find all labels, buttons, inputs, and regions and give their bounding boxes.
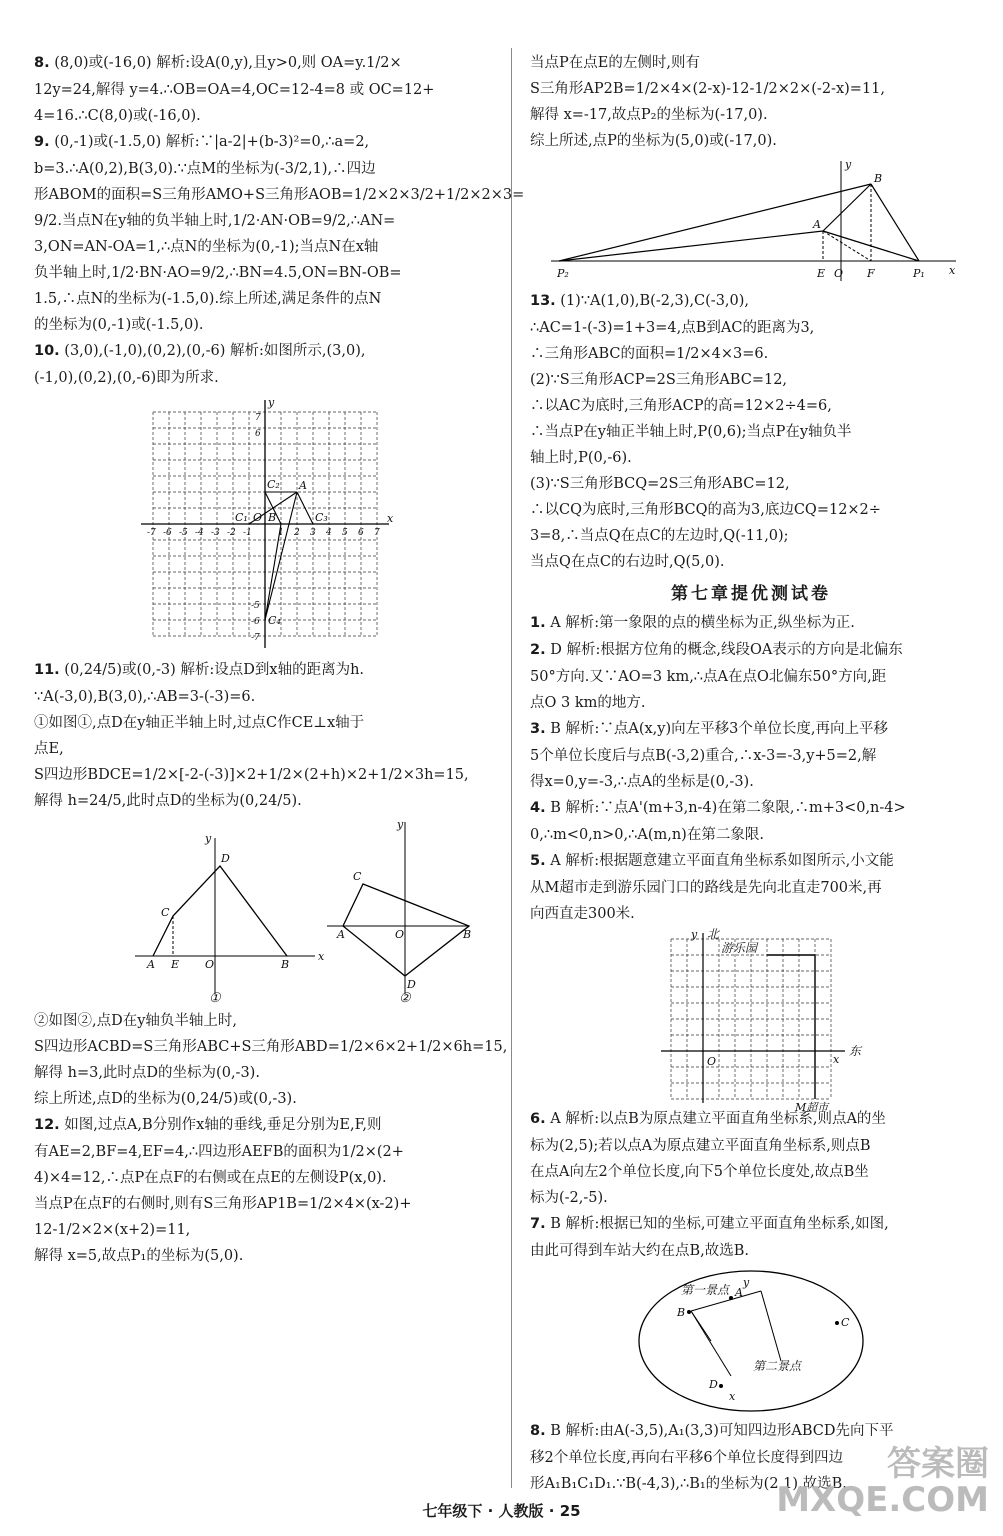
text-line — [34, 286, 496, 312]
question-text: 的坐标为(0,-1)或(-1.5,0). — [34, 317, 204, 333]
text-line — [34, 736, 496, 762]
question-text: 如图,过点A,B分别作x轴的垂线,垂足分别为E,F,则 — [64, 1117, 382, 1133]
point-label-O: O — [253, 511, 263, 524]
figure-q12 — [541, 156, 961, 286]
tick-label: 6 — [358, 528, 364, 538]
figure-q10-grid — [134, 393, 396, 655]
question-text: 得x=0,y=-3,∴点A的坐标是(0,-3). — [530, 774, 754, 790]
question-text: ∴以CQ为底时,三角形BCQ的高为3,底边CQ=12×2÷ — [530, 502, 881, 518]
polygon-outline — [343, 884, 472, 976]
question-number: 4. — [530, 800, 546, 816]
right-block-2 — [530, 288, 972, 575]
text-line — [530, 471, 972, 497]
tick-label: 6 — [255, 429, 261, 439]
text-line — [530, 523, 972, 549]
question-text: D 解析:根据方位角的概念,线段OA表示的方向是北偏东 — [550, 642, 903, 658]
question-text: 解得 x=-17,故点P₂的坐标为(-17,0). — [530, 107, 768, 123]
point-label-C3: C₃ — [315, 511, 328, 524]
tick-label: 5 — [342, 528, 348, 538]
right-column — [530, 50, 972, 1497]
text-line — [34, 234, 496, 260]
segment-AF — [823, 231, 871, 261]
question-text: (2)∵S三角形ACP=2S三角形ABC=12, — [530, 372, 788, 388]
oval-boundary — [639, 1271, 863, 1411]
axis-label-y: y — [268, 396, 275, 409]
label-A: A — [735, 1286, 743, 1299]
text-line — [34, 1243, 496, 1269]
question-number: 13. — [530, 293, 556, 309]
text-line — [34, 77, 496, 103]
question-text: 向西直走300米. — [530, 906, 635, 922]
label-B: B — [281, 958, 290, 971]
question-text: 3,ON=AN-OA=1,∴点N的坐标为(0,-1);当点N在x轴 — [34, 239, 379, 255]
question-item — [530, 848, 972, 874]
question-item — [34, 50, 496, 76]
label-x: x — [949, 264, 956, 277]
question-text: A 解析:根据题意建立平面直角坐标系如图所示,小文能 — [550, 853, 894, 869]
question-text: (0,24/5)或(0,-3) 解析:设点D到x轴的距离为h. — [64, 662, 365, 678]
label-C: C — [161, 906, 170, 919]
text-line — [530, 769, 972, 795]
text-line — [34, 788, 496, 814]
tick-label: -6 — [251, 617, 260, 627]
question-text: 解得 h=3,此时点D的坐标为(0,-3). — [34, 1065, 260, 1081]
question-text: B 解析:∵点A'(m+3,n-4)在第二象限,∴m+3<0,n-4> — [550, 800, 906, 816]
question-number: 8. — [34, 55, 50, 71]
text-line — [530, 128, 972, 154]
question-text: S四边形BDCE=1/2×[-2-(-3)]×2+1/2×(2+h)×2+1/2×3h=15, — [34, 767, 469, 783]
label-B: B — [874, 172, 883, 185]
question-text: 解得 h=24/5,此时点D的坐标为(0,24/5). — [34, 793, 302, 809]
question-item — [34, 129, 496, 155]
segment — [559, 184, 871, 261]
label-market: M超市 — [795, 1101, 829, 1114]
question-text: ∴AC=1-(-3)=1+3=4,点B到AC的距离为3, — [530, 320, 815, 336]
label-E: E — [171, 958, 180, 971]
question-text: 在点A向左2个单位长度,向下5个单位长度处,故点B坐 — [530, 1164, 869, 1180]
question-text: 综上所述,点P的坐标为(5,0)或(-17,0). — [530, 133, 777, 149]
label-P1: P₁ — [913, 267, 925, 280]
question-item — [34, 1112, 496, 1138]
question-number: 12. — [34, 1117, 60, 1133]
label-D: D — [407, 978, 416, 991]
page-footer: 七年级下 · 人教版 · 25 — [422, 1502, 581, 1520]
question-text: ∴当点P在y轴正半轴上时,P(0,6);当点P在y轴负半 — [530, 424, 852, 440]
question-text: B 解析:∵点A(x,y)向左平移3个单位长度,再向上平移 — [550, 721, 888, 737]
text-line — [530, 875, 972, 901]
tick-label: 7 — [374, 528, 380, 538]
section-title: 第七章提优测试卷 — [671, 584, 831, 604]
text-line — [530, 743, 972, 769]
label-y: y — [743, 1276, 750, 1289]
label-x: x — [729, 1390, 736, 1403]
text-line — [34, 762, 496, 788]
question-item — [530, 1418, 972, 1444]
text-line — [34, 156, 496, 182]
text-line — [530, 1133, 972, 1159]
label-x: x — [833, 1053, 840, 1066]
label-y: y — [397, 818, 404, 831]
label-E: E — [817, 267, 826, 280]
question-text: S四边形ACBD=S三角形ABC+S三角形ABD=1/2×6×2+1/2×6h=15, — [34, 1039, 508, 1055]
label-east: 东 — [849, 1044, 862, 1058]
tick-label: -3 — [211, 528, 220, 538]
label-F: F — [867, 267, 875, 280]
question-text: 有AE=2,BF=4,EF=4,∴四边形AEFB的面积为1/2×(2+ — [34, 1144, 404, 1160]
label-O: O — [834, 267, 844, 280]
tick-label: -5 — [251, 601, 260, 611]
text-line — [530, 50, 972, 76]
text-line — [34, 103, 496, 129]
question-text: 移2个单位长度,再向右平移6个单位长度得到四边 — [530, 1450, 844, 1466]
question-number: 3. — [530, 721, 546, 737]
point-C — [835, 1321, 839, 1325]
segment — [559, 231, 823, 261]
question-text: (3)∵S三角形BCQ=2S三角形ABC=12, — [530, 476, 790, 492]
question-item — [530, 1106, 972, 1132]
question-text: 标为(-2,-5). — [530, 1190, 608, 1206]
question-text: 点O 3 km的地方. — [530, 695, 646, 711]
tick-label: 2 — [294, 528, 300, 538]
point-label-C2: C₂ — [267, 478, 280, 491]
label-y: y — [691, 928, 698, 941]
point-label-B: B — [268, 511, 277, 524]
question-text: 点E, — [34, 741, 64, 757]
label-x: x — [318, 950, 325, 963]
question-text: B 解析:由A(-3,5),A₁(3,3)可知四边形ABCD先向下平 — [550, 1423, 894, 1439]
text-line — [530, 102, 972, 128]
text-line — [34, 1086, 496, 1112]
label-A: A — [813, 218, 821, 231]
path-line — [691, 1311, 711, 1341]
label-park: 游乐园 — [721, 941, 758, 955]
right-block-1 — [530, 50, 972, 154]
point-label-C1: C₁ — [235, 511, 248, 524]
question-item — [530, 1211, 972, 1237]
question-item — [530, 288, 972, 314]
text-line — [34, 1165, 496, 1191]
text-line — [34, 1060, 496, 1086]
point-label-C4: C₄ — [268, 614, 281, 627]
tick-label: -7 — [147, 528, 156, 538]
text-line — [530, 822, 972, 848]
left-block-2 — [34, 657, 496, 814]
caption-1: ① — [209, 991, 221, 1006]
tick-label: -7 — [251, 633, 260, 643]
right-block-4 — [530, 1106, 972, 1264]
question-text: 12y=24,解得 y=4.∴OB=OA=4,OC=12-4=8 或 OC=12+ — [34, 82, 435, 98]
text-line — [34, 260, 496, 286]
label-spot-1: 第一景点 — [681, 1283, 730, 1297]
question-text: 4=16.∴C(8,0)或(-16,0). — [34, 108, 201, 124]
text-line — [530, 341, 972, 367]
question-text: 从M超市走到游乐园门口的路线是先向北直走700米,再 — [530, 880, 882, 896]
text-line — [530, 901, 972, 927]
label-O: O — [205, 958, 215, 971]
question-number: 11. — [34, 662, 60, 678]
label-B: B — [463, 928, 472, 941]
caption-2: ② — [399, 991, 411, 1006]
question-text: 标为(2,5);若以点A为原点建立平面直角坐标系,则点B — [530, 1138, 871, 1154]
question-number: 5. — [530, 853, 546, 869]
question-text: ∴以AC为底时,三角形ACP的高=12×2÷4=6, — [530, 398, 832, 414]
label-north: 北 — [707, 927, 720, 941]
question-text: 9/2.当点N在y轴的负半轴上时,1/2·AN·OB=9/2,∴AN= — [34, 213, 396, 229]
text-line — [530, 1238, 972, 1264]
text-line — [34, 1191, 496, 1217]
segment — [871, 184, 919, 261]
text-line — [34, 1034, 508, 1060]
text-line — [34, 1139, 496, 1165]
question-text: ∴三角形ABC的面积=1/2×4×3=6. — [530, 346, 769, 362]
label-A: A — [337, 928, 345, 941]
question-item — [530, 795, 972, 821]
question-text: A 解析:以点B为原点建立平面直角坐标系,则点A的坐 — [550, 1111, 886, 1127]
question-text: (8,0)或(-16,0) 解析:设A(0,y),且y>0,则 OA=y.1/2× — [54, 55, 402, 71]
question-text: 解得 x=5,故点P₁的坐标为(5,0). — [34, 1248, 244, 1264]
tick-label: 1 — [278, 528, 284, 538]
question-text: 4)×4=12,∴点P在点F的右侧或在点E的左侧设P(x,0). — [34, 1170, 387, 1186]
question-text: 5个单位长度后与点B(-3,2)重合,∴x-3=-3,y+5=2,解 — [530, 748, 877, 764]
text-line — [530, 367, 972, 393]
tick-label: -1 — [243, 528, 252, 538]
label-y: y — [205, 832, 212, 845]
question-text: 负半轴上时,1/2·BN·AO=9/2,∴BN=4.5,ON=BN-OB= — [34, 265, 402, 281]
question-text: 轴上时,P(0,-6). — [530, 450, 632, 466]
text-line — [34, 312, 496, 338]
question-text: 由此可得到车站大约在点B,故选B. — [530, 1243, 750, 1259]
question-text: 0,∴m<0,n>0,∴A(m,n)在第二象限. — [530, 827, 764, 843]
tick-label: 7 — [255, 413, 261, 423]
question-text: 50°方向.又∵AO=3 km,∴点A在点O北偏东50°方向,距 — [530, 669, 887, 685]
text-line — [530, 445, 972, 471]
question-text: 当点P在点F的右侧时,则有S三角形AP1B=1/2×4×(x-2)+ — [34, 1196, 412, 1212]
tick-label: -4 — [195, 528, 204, 538]
question-number: 8. — [530, 1423, 546, 1439]
question-number: 6. — [530, 1111, 546, 1127]
text-line — [34, 710, 496, 736]
question-number: 10. — [34, 343, 60, 359]
column-divider — [511, 48, 512, 1488]
label-D: D — [709, 1378, 718, 1391]
text-line — [530, 549, 972, 575]
axis-label-x: x — [387, 512, 394, 525]
point-label-A: A — [299, 479, 307, 492]
question-text: (1)∵A(1,0),B(-2,3),C(-3,0), — [560, 293, 750, 309]
text-line — [530, 1159, 972, 1185]
label-C: C — [353, 870, 362, 883]
question-text: ∵A(-3,0),B(3,0),∴AB=3-(-3)=6. — [34, 689, 256, 705]
question-text: (-1,0),(0,2),(0,-6)即为所求. — [34, 370, 219, 386]
question-item — [530, 610, 972, 636]
watermark-logo: 答案圈 MXQE.COM — [776, 1444, 989, 1520]
question-text: A 解析:第一象限的点的横坐标为正,纵坐标为正. — [550, 615, 855, 631]
text-line — [530, 393, 972, 419]
text-line — [34, 208, 496, 234]
left-block-3 — [34, 1008, 508, 1269]
tick-label: -5 — [179, 528, 188, 538]
label-O: O — [707, 1055, 717, 1068]
figure-q11 — [65, 816, 472, 1006]
question-text: S三角形AP2B=1/2×4×(2-x)-12-1/2×2×(-2-x)=11, — [530, 81, 886, 97]
question-text: (0,-1)或(-1.5,0) 解析:∵|a-2|+(b-3)²=0,∴a=2, — [54, 134, 370, 150]
question-text: (3,0),(-1,0),(0,2),(0,-6) 解析:如图所示,(3,0), — [64, 343, 366, 359]
text-line — [530, 315, 972, 341]
text-line — [34, 684, 496, 710]
text-line — [34, 1008, 496, 1034]
question-text: b=3.∴A(0,2),B(3,0).∵点M的坐标为(-3/2,1),∴四边 — [34, 161, 376, 177]
text-line — [530, 690, 972, 716]
label-A: A — [147, 958, 155, 971]
label-y: y — [845, 158, 852, 171]
point-B — [687, 1310, 691, 1314]
question-text: 3=8,∴当点Q在点C的左边时,Q(-11,0); — [530, 528, 789, 544]
question-text: 12-1/2×2×(x+2)=11, — [34, 1222, 191, 1238]
point-D — [719, 1384, 723, 1388]
question-item — [34, 657, 496, 683]
label-P2: P₂ — [557, 267, 569, 280]
label-D: D — [221, 852, 230, 865]
path-line — [761, 1291, 781, 1361]
question-text: 形ABOM的面积=S三角形AMO+S三角形AOB=1/2×2×3/2+1/2×2×3= — [34, 187, 525, 203]
question-text: 当点P在点E的左侧时,则有 — [530, 55, 700, 71]
question-item — [530, 716, 972, 742]
tick-label: -2 — [227, 528, 236, 538]
label-spot-2: 第二景点 — [753, 1359, 802, 1373]
question-text: B 解析:根据已知的坐标,可建立平面直角坐标系,如图, — [550, 1216, 889, 1232]
text-line — [34, 182, 525, 208]
text-line — [530, 1185, 972, 1211]
text-line — [530, 419, 972, 445]
label-C: C — [841, 1316, 850, 1329]
left-block-1 — [34, 50, 525, 391]
figure-q5-map — [641, 927, 862, 1114]
label-O: O — [395, 928, 405, 941]
route-path — [767, 955, 815, 1099]
text-line — [34, 1217, 496, 1243]
figure-q7-map — [631, 1266, 871, 1416]
question-number: 7. — [530, 1216, 546, 1232]
question-text: ②如图②,点D在y轴负半轴上时, — [34, 1013, 238, 1029]
question-text: 综上所述,点D的坐标为(0,24/5)或(0,-3). — [34, 1091, 297, 1107]
left-column — [34, 50, 525, 1269]
text-line — [530, 76, 972, 102]
question-text: 1.5,∴点N的坐标为(-1.5,0).综上所述,满足条件的点N — [34, 291, 382, 307]
question-item — [34, 338, 496, 364]
question-text: ①如图①,点D在y轴正半轴上时,过点C作CE⊥x轴于 — [34, 715, 365, 731]
tick-label: 3 — [310, 528, 316, 538]
text-line — [34, 365, 496, 391]
tick-label: 4 — [326, 528, 332, 538]
question-number: 1. — [530, 615, 546, 631]
right-block-3 — [530, 610, 972, 927]
question-text: 当点Q在点C的右边时,Q(5,0). — [530, 554, 725, 570]
label-B: B — [677, 1306, 686, 1319]
text-line — [530, 664, 972, 690]
question-text: 形A₁B₁C₁D₁.∵B(-4,3),∴B₁的坐标为(2,1).故选B. — [530, 1476, 847, 1492]
text-line — [530, 497, 972, 523]
question-number: 2. — [530, 642, 546, 658]
question-item — [530, 637, 972, 663]
point-A — [729, 1296, 733, 1300]
tick-label: -6 — [163, 528, 172, 538]
question-number: 9. — [34, 134, 50, 150]
segment — [823, 184, 871, 231]
